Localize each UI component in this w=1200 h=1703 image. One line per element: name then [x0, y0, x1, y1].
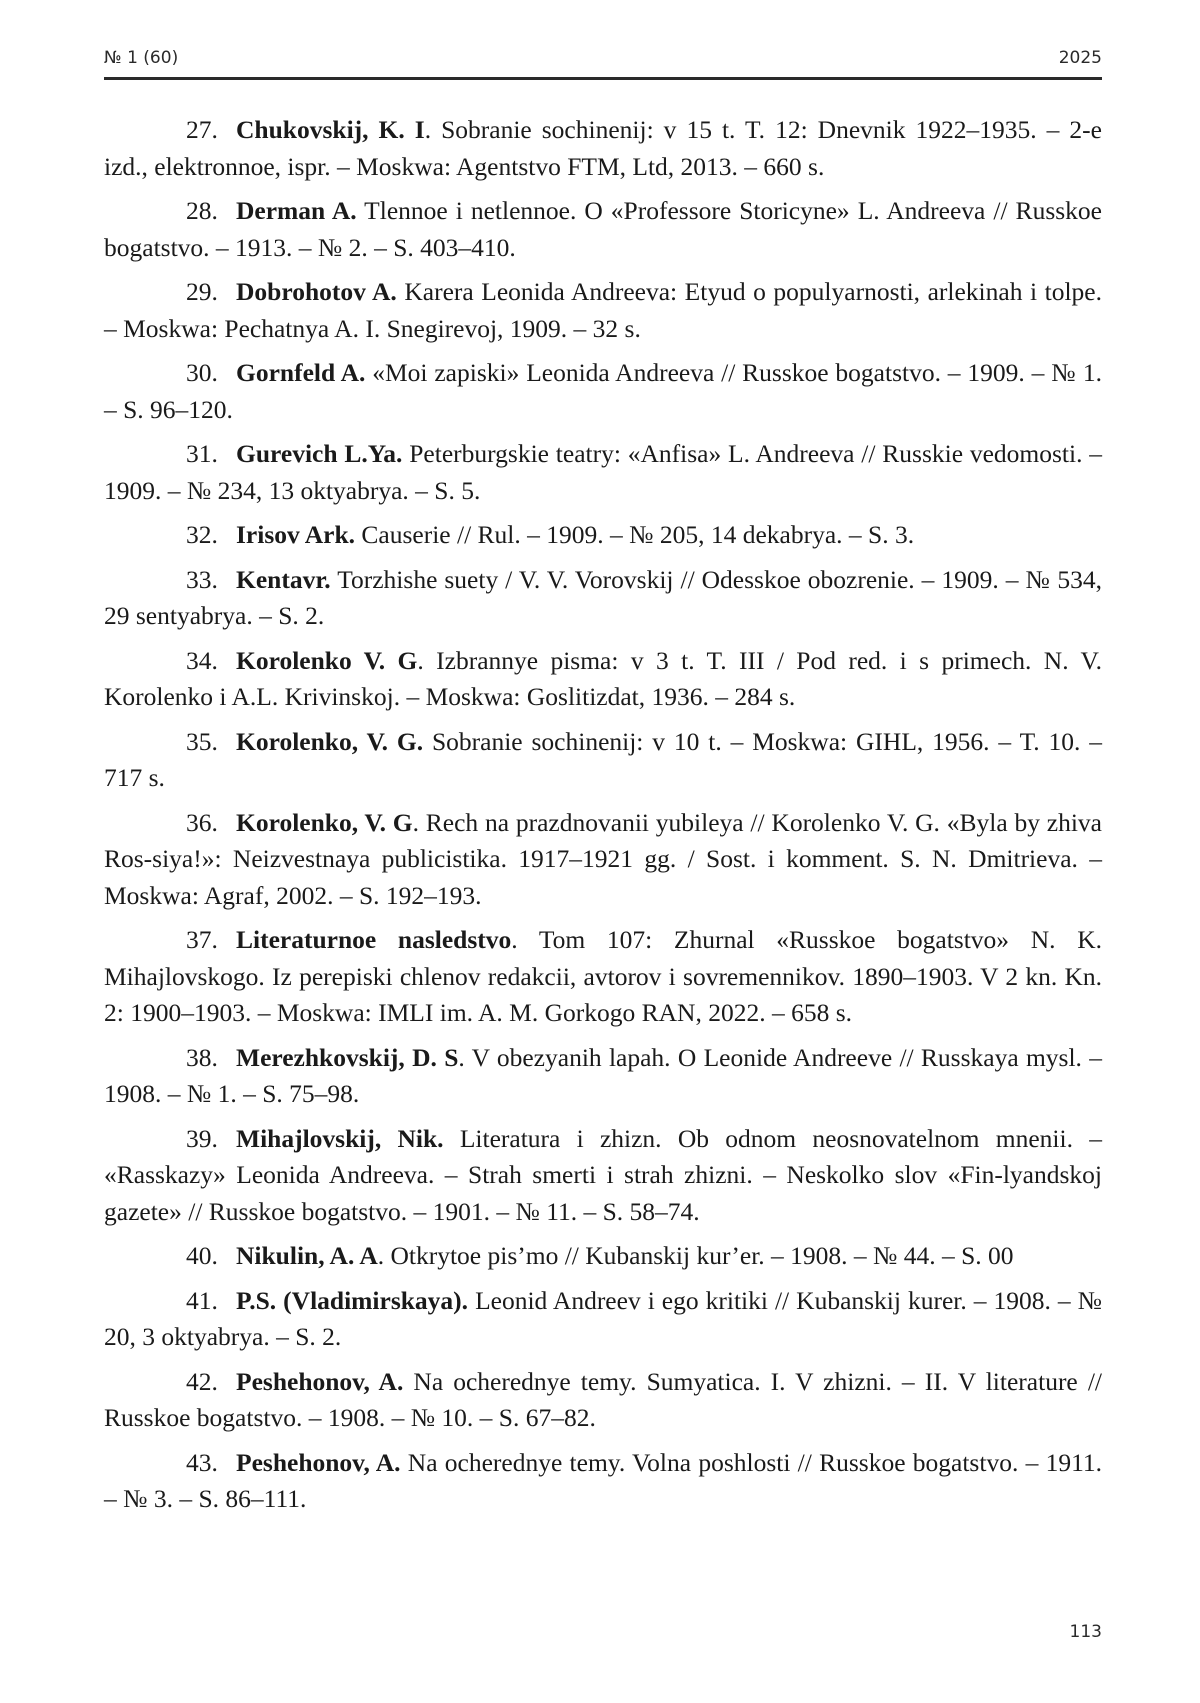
reference-item — [104, 1121, 1102, 1231]
reference-item — [104, 193, 1102, 266]
reference-text: . Izbrannye pisma: v 3 t. T. III / Pod red. i s primech. N. V. Korolenko i A.L. Krivinskoj. – Moskwa: Goslitizdat, 1936. – 284 s. — [104, 645, 1102, 711]
reference-text: Leonid Andreev i ego kritiki // Kubanskij kurer. – 1908. – № 20, 3 oktyabrya. – S. 2. — [104, 1285, 1102, 1351]
reference-item — [104, 922, 1102, 1032]
reference-item — [104, 1445, 1102, 1518]
reference-list — [104, 112, 1102, 1526]
reference-item — [104, 1364, 1102, 1437]
reference-item — [104, 643, 1102, 716]
reference-author: Mihajlovskij, Nik. — [236, 1123, 444, 1153]
reference-author: Kentavr. — [236, 564, 331, 594]
reference-number: 40. — [186, 1241, 218, 1270]
reference-number: 38. — [186, 1042, 218, 1072]
reference-number: 43. — [186, 1447, 218, 1477]
reference-author: Nikulin, A. A — [236, 1241, 378, 1270]
reference-number: 42. — [186, 1366, 218, 1396]
reference-text: Karera Leonida Andreeva: Etyud o populyarnosti, arlekinah i tolpe. – Moskwa: Pechatnya A. I. Snegirevoj, 1909. – 32 s. — [104, 277, 1102, 343]
reference-item — [104, 1283, 1102, 1356]
reference-text: Torzhishe suety / V. V. Vorovskij // Odesskoe obozrenie. – 1909. – № 534, 29 sentyabrya. – S. 2. — [104, 564, 1102, 630]
reference-author: Peshehonov, A. — [236, 1366, 404, 1396]
reference-number: 36. — [186, 807, 218, 837]
reference-text: Na ocherednye temy. Volna poshlosti // Russkoe bogatstvo. – 1911. – № 3. – S. 86–111. — [104, 1447, 1102, 1513]
reference-item — [104, 724, 1102, 797]
reference-number: 31. — [186, 439, 218, 468]
reference-number: 34. — [186, 645, 218, 675]
reference-author: Peshehonov, A. — [236, 1447, 401, 1477]
reference-author: Korolenko, V. G — [236, 807, 413, 837]
reference-number: 28. — [186, 196, 218, 225]
reference-number: 29. — [186, 277, 218, 306]
reference-number: 41. — [186, 1285, 218, 1315]
reference-text: Peterburgskie teatry: «Anfisa» L. Andreeva // Russkie vedomosti. – 1909. – № 234, 13 oktyabrya. – S. 5. — [104, 439, 1103, 505]
reference-author: Dobrohotov A. — [236, 277, 397, 306]
reference-item — [104, 562, 1102, 635]
reference-text: . Tom 107: Zhurnal «Russkoe bogatstvo» N. K. Mihajlovskogo. Iz perepiski chlenov redakcii, avtorov i sovremennikov. 1890–1903. V 2 kn. Kn. 2: 1900–1903. – Moskwa: IMLI im. A. M. Gorkogo RAN, 2022. – 658 s. — [104, 925, 1102, 1027]
reference-number: 37. — [186, 925, 218, 954]
reference-author: Korolenko V. G — [236, 645, 418, 675]
reference-author: Korolenko, V. G. — [236, 726, 424, 756]
reference-text: . V obezyanih lapah. O Leonide Andreeve // Russkaya mysl. – 1908. – № 1. – S. 75–98. — [104, 1042, 1102, 1108]
reference-item — [104, 805, 1102, 915]
reference-number: 33. — [186, 564, 218, 594]
reference-item — [104, 112, 1102, 185]
page-number: 113 — [1069, 1622, 1102, 1642]
reference-author: Irisov Ark. — [236, 520, 356, 549]
reference-number: 30. — [186, 358, 218, 387]
journal-issue: № 1 (60) — [104, 48, 179, 68]
reference-text: Causerie // Rul. – 1909. – № 205, 14 dekabrya. – S. 3. — [355, 520, 915, 549]
reference-author: Chukovskij, K. I — [236, 115, 425, 144]
reference-item — [104, 1238, 1102, 1275]
reference-text: Literatura i zhizn. Ob odnom neosnovatelnom mnenii. – «Rasskazy» Leonida Andreeva. – Strah smerti i strah zhizni. – Neskolko slov «Fin-lyandskoj gazete» // Russkoe bogatstvo. – 1901. – № 11. – S. 58–74. — [104, 1123, 1102, 1226]
page-header — [104, 46, 1102, 80]
reference-author: Literaturnoe nasledstvo — [236, 925, 512, 954]
journal-year: 2025 — [1058, 48, 1102, 68]
reference-author: Merezhkovskij, D. S — [236, 1042, 459, 1072]
reference-author: Gurevich L.Ya. — [236, 439, 403, 468]
reference-item — [104, 517, 1102, 554]
reference-text: «Moi zapiski» Leonida Andreeva // Russkoe bogatstvo. – 1909. – № 1. – S. 96–120. — [104, 358, 1103, 424]
reference-author: Gornfeld A. — [236, 358, 366, 387]
reference-text: . Rech na prazdnovanii yubileya // Korolenko V. G. «Byla by zhiva Ros-siya!»: Neizvestnaya publicistika. 1917–1921 gg. / Sost. i komment. S. N. Dmitrieva. – Moskwa: Agraf, 2002. – S. 192–193. — [104, 807, 1102, 910]
reference-item — [104, 355, 1102, 428]
reference-number: 35. — [186, 726, 218, 756]
reference-item — [104, 436, 1102, 509]
reference-text: . Otkrytoe pis’mo // Kubanskij kur’er. – 1908. – № 44. – S. 00 — [377, 1241, 1014, 1270]
reference-text: . Sobranie sochinenij: v 15 t. T. 12: Dnevnik 1922–1935. – 2-e izd., elektronnoe, ispr. – Moskwa: Agentstvo FTM, Ltd, 2013. – 660 s. — [104, 115, 1102, 181]
reference-number: 32. — [186, 520, 218, 549]
reference-number: 39. — [186, 1123, 218, 1153]
reference-item — [104, 274, 1102, 347]
reference-text: Tlennoe i netlennoe. O «Professore Storicyne» L. Andreeva // Russkoe bogatstvo. – 1913. – № 2. – S. 403–410. — [104, 196, 1102, 262]
reference-author: P.S. (Vladimirskaya). — [236, 1285, 469, 1315]
reference-item — [104, 1040, 1102, 1113]
reference-text: Na ocherednye temy. Sumyatica. I. V zhizni. – II. V literature // Russkoe bogatstvo. – 1908. – № 10. – S. 67–82. — [104, 1366, 1102, 1432]
reference-number: 27. — [186, 115, 218, 144]
reference-author: Derman A. — [236, 196, 357, 225]
reference-text: Sobranie sochinenij: v 10 t. – Moskwa: GIHL, 1956. – T. 10. – 717 s. — [104, 726, 1102, 792]
